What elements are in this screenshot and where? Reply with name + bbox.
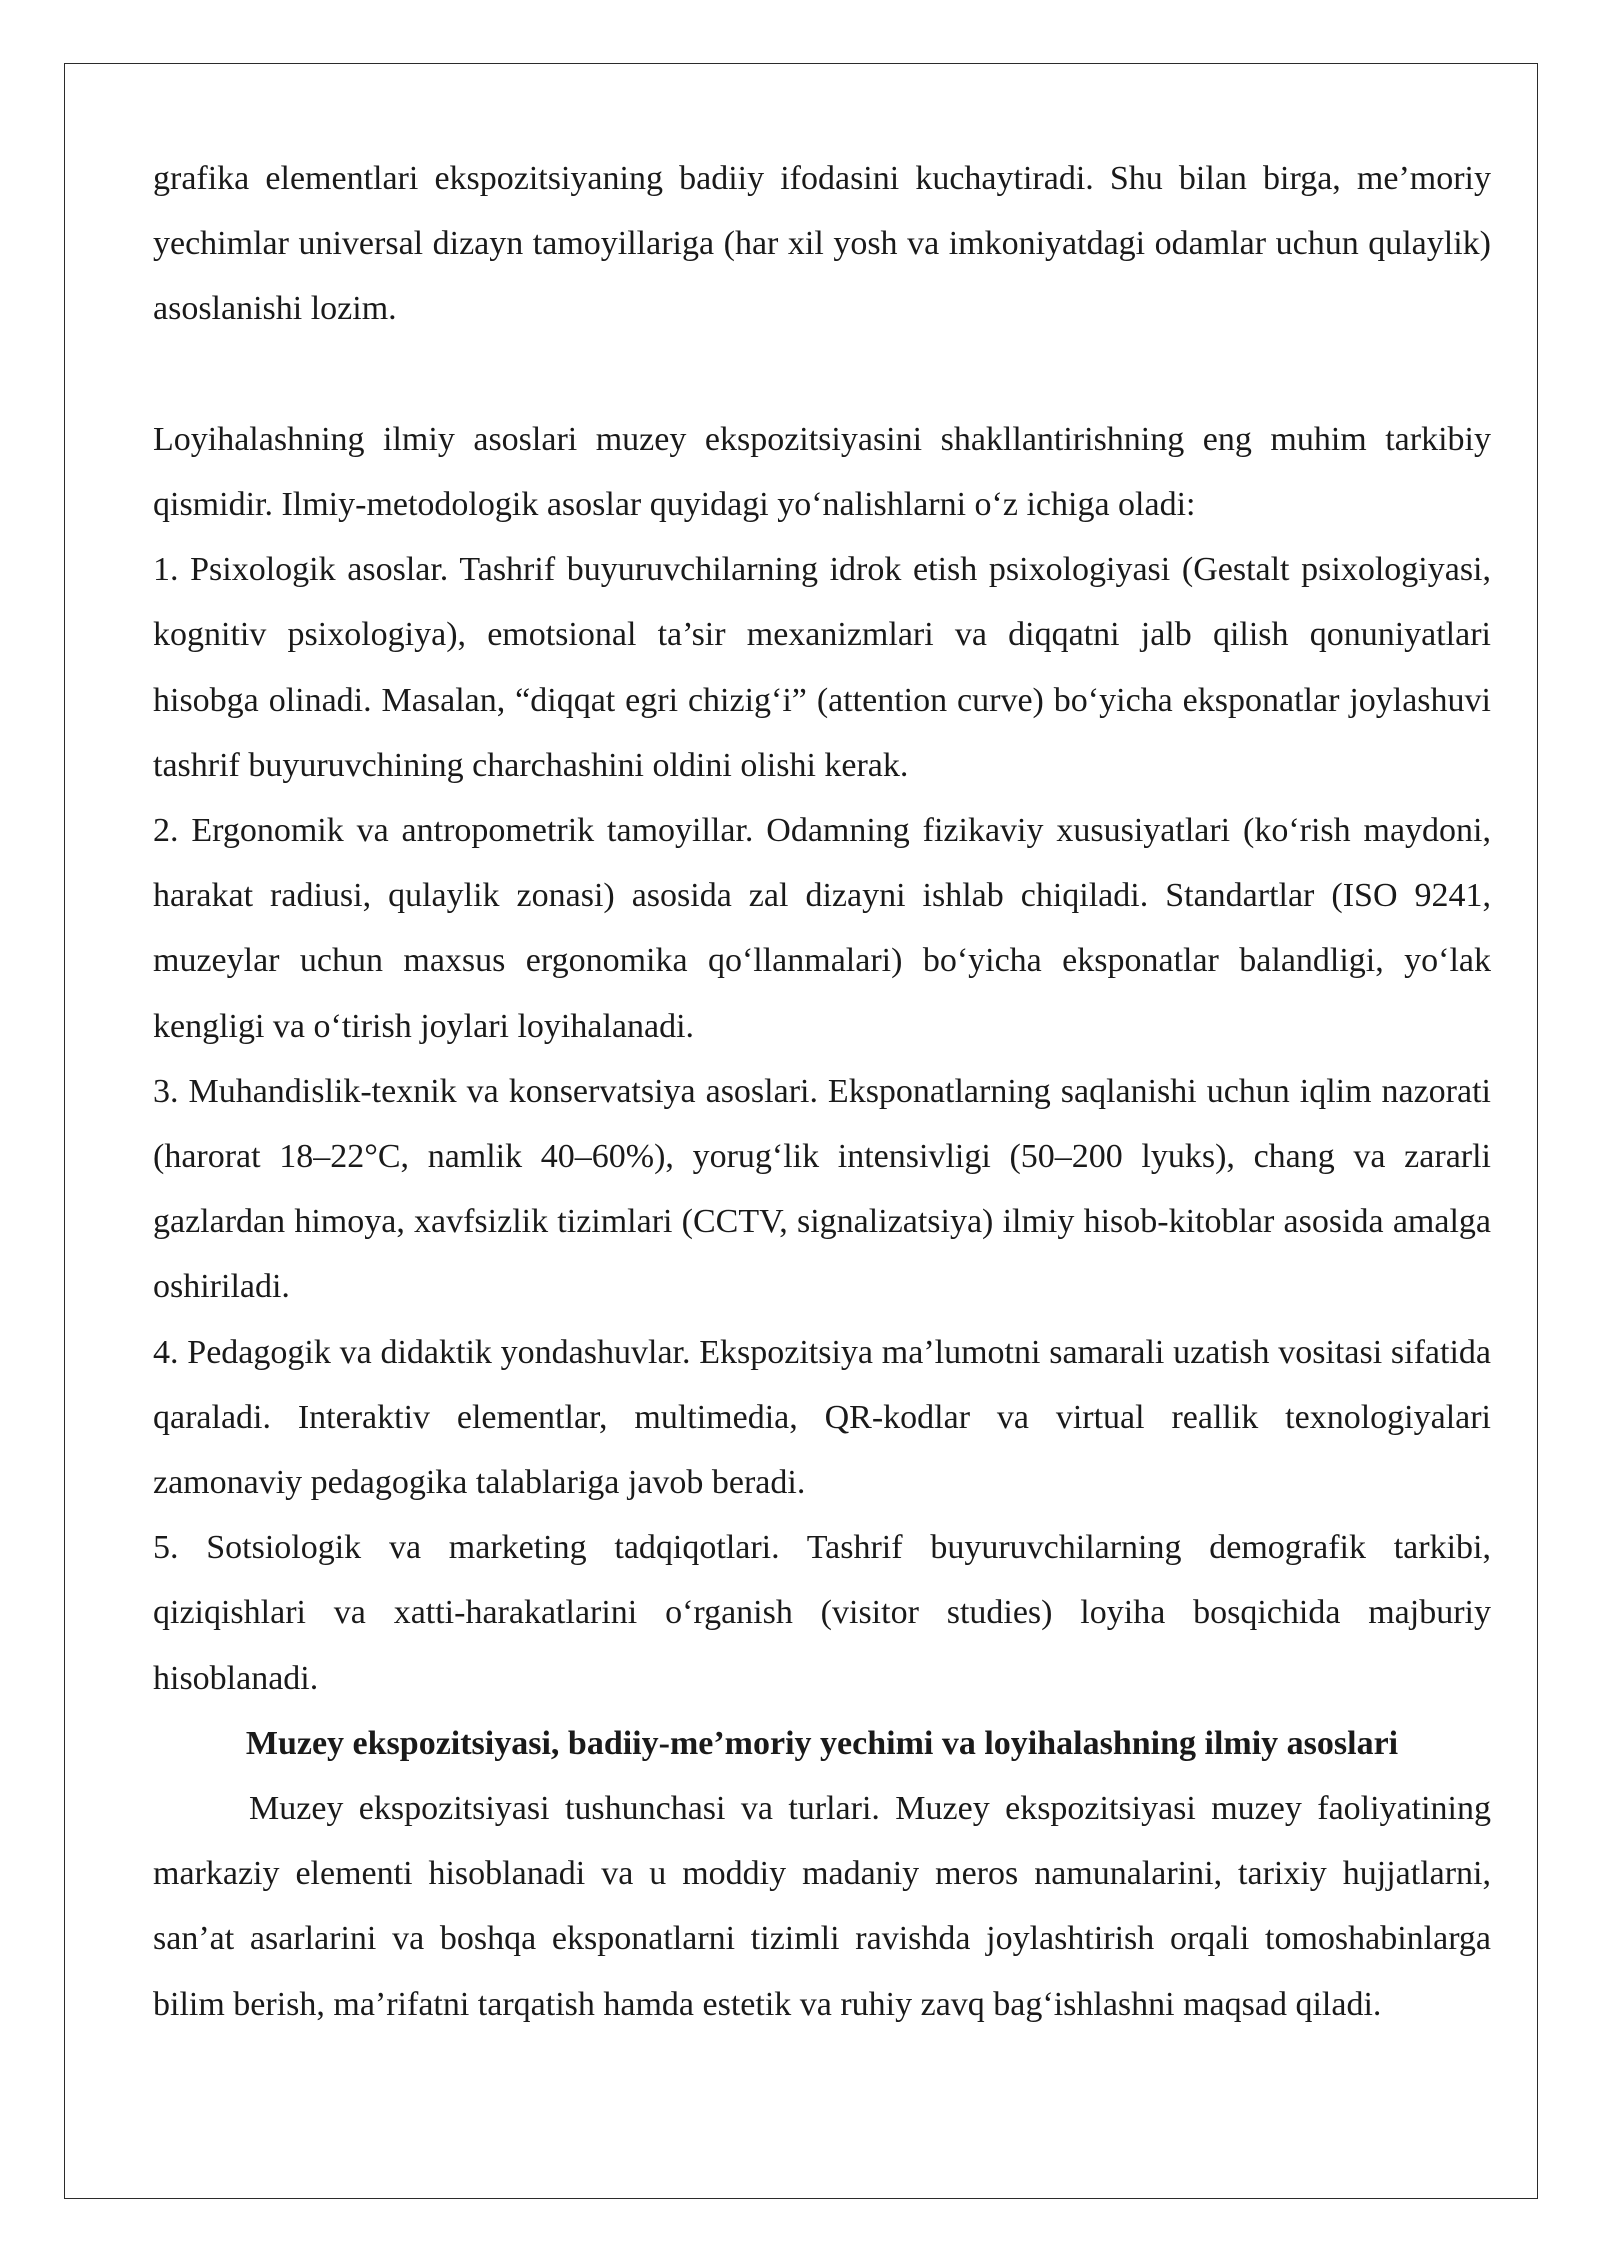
list-item-2: 2. Ergonomik va antropometrik tamoyillar. Odamning fizikaviy xususiyatlari (ko‘rish maydoni, harakat radiusi, qulaylik zonasi) asosida zal dizayni ishlab chiqiladi. Standartlar (ISO 9241, muzeylar uchun maxsus ergonomika qo‘llanmalari) bo‘yicha eksponatlar balandligi, yo‘lak kengligi va o‘tirish joylari loyihalanadi. bbox=[153, 812, 1491, 1045]
paragraph-gap bbox=[153, 342, 1491, 407]
list-item-4: 4. Pedagogik va didaktik yondashuvlar. Ekspozitsiya ma’lumotni samarali uzatish vositasi sifatida qaraladi. Interaktiv elementlar, multimedia, QR-kodlar va virtual reallik texnologiyalari zamonaviy pedagogika talablariga javob beradi. bbox=[153, 1333, 1491, 1502]
section-heading: Muzey ekspozitsiyasi, badiiy-me’moriy yechimi va loyihalashning ilmiy asoslari bbox=[245, 1724, 1399, 1762]
document-body bbox=[153, 146, 1491, 2037]
paragraph-intro: Loyihalashning ilmiy asoslari muzey ekspozitsiyasini shakllantirishning eng muhim tarkibiy qismidir. Ilmiy-metodologik asoslar quyidagi yo‘nalishlarni o‘z ichiga oladi: bbox=[153, 420, 1491, 523]
paragraph-section-body: Muzey ekspozitsiyasi tushunchasi va turlari. Muzey ekspozitsiyasi muzey faoliyatining markaziy elementi hisoblanadi va u moddiy madaniy meros namunalarini, tarixiy hujjatlarni, san’at asarlarini va boshqa eksponatlarni tizimli ravishda joylashtirish orqali tomoshabinlarga bilim berish, ma’rifatni tarqatish hamda estetik va ruhiy zavq bag‘ishlashni maqsad qiladi. bbox=[153, 1790, 1491, 2023]
paragraph-continuation: grafika elementlari ekspozitsiyaning badiiy ifodasini kuchaytiradi. Shu bilan birga, me’moriy yechimlar universal dizayn tamoyillariga (har xil yosh va imkoniyatdagi odamlar uchun qulaylik) asoslanishi lozim. bbox=[153, 160, 1491, 328]
list-item-3: 3. Muhandislik-texnik va konservatsiya asoslari. Eksponatlarning saqlanishi uchun iqlim nazorati (harorat 18–22°C, namlik 40–60%), yorug‘lik intensivligi (50–200 lyuks), chang va zararli gazlardan himoya, xavfsizlik tizimlari (CCTV, signalizatsiya) ilmiy hisob-kitoblar asosida amalga oshiriladi. bbox=[153, 1072, 1491, 1306]
list-item-1: 1. Psixologik asoslar. Tashrif buyuruvchilarning idrok etish psixologiyasi (Gestalt psixologiyasi, kognitiv psixologiya), emotsional ta’sir mexanizmlari va diqqatni jalb qilish qonuniyatlari hisobga olinadi. Masalan, “diqqat egri chizig‘i” (attention curve) bo‘yicha eksponatlar joylashuvi tashrif buyuruvchining charchashini oldini olishi kerak. bbox=[153, 551, 1491, 784]
list-item-5: 5. Sotsiologik va marketing tadqiqotlari. Tashrif buyuruvchilarning demografik tarkibi, qiziqishlari va xatti-harakatlarini o‘rganish (visitor studies) loyiha bosqichida majburiy hisoblanadi. bbox=[153, 1529, 1491, 1697]
